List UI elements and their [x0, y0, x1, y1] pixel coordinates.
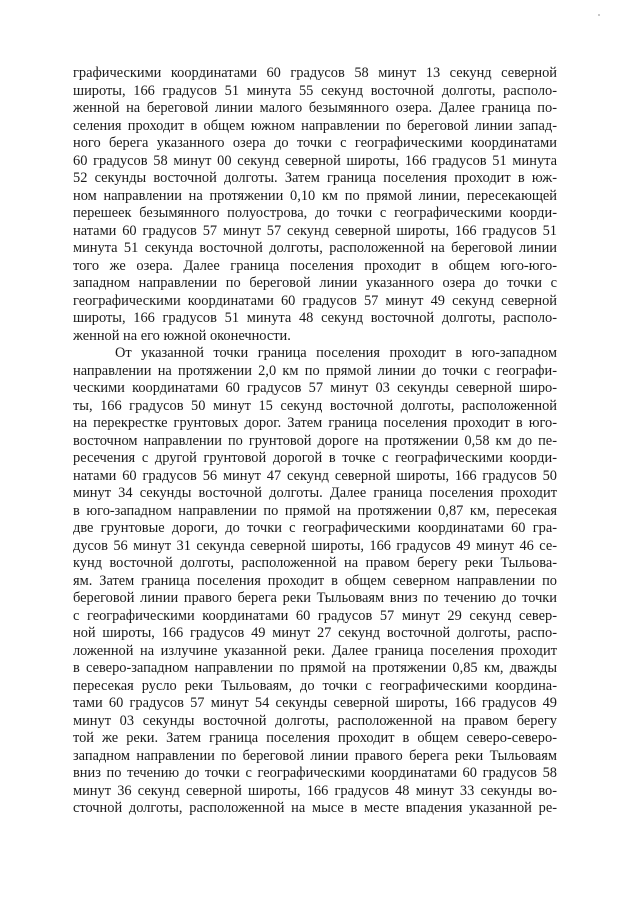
text-line: той же реки. Затем граница поселения проходит в общем северо-северо-: [73, 730, 557, 746]
text-line: ям. Затем граница поселения проходит в общем северном направлении по: [73, 572, 557, 589]
text-line: графическими координатами 60 градусов 58 минут 13 секунд северной: [73, 65, 557, 81]
text-line: перешеек безымянного полуострова, до точки с географическими коорди-: [73, 205, 557, 221]
text-line: ной широты, 166 градусов 49 минут 27 секунд восточной долготы, распо-: [73, 625, 557, 641]
text-line: дусов 56 минут 31 секунда северной широты, 166 градусов 49 минут 46 се-: [73, 537, 557, 554]
text-line: береговой линии правого берега реки Тыльоваям вниз по течению до точки: [73, 590, 557, 606]
text-line: направлении на протяжении 2,0 км по прямой линии до точки с географи-: [73, 362, 557, 379]
text-line: пересекая русло реки Тыльоваям, до точки с географическими координа-: [73, 677, 557, 694]
text-line: натами 60 градусов 57 минут 57 секунд северной широты, 166 градусов 51: [73, 222, 557, 239]
text-line: селения проходит в общем южном направлении по береговой линии запад-: [73, 117, 557, 134]
text-line: минут 36 секунд северной широты, 166 градусов 48 минут 33 секунды во-: [73, 782, 557, 799]
text-line: в северо-западном направлении по прямой на протяжении 0,85 км, дважды: [73, 660, 557, 676]
text-line: географическими координатами 60 градусов 57 минут 49 секунд северной: [73, 292, 557, 309]
text-line: широты, 166 градусов 51 минута 55 секунд восточной долготы, располо-: [73, 82, 557, 99]
paragraph-2: [73, 345, 557, 818]
text-line: ложенной на излучине указанной реки. Далее граница поселения проходит: [73, 642, 557, 659]
text-line: 52 секунды восточной долготы. Затем граница поселения проходит в юж-: [73, 170, 557, 186]
text-line: широты, 166 градусов 51 минута 48 секунд восточной долготы, располо-: [73, 310, 557, 326]
text-line: в юго-западном направлении по прямой на протяжении 0,87 км, пересекая: [73, 502, 557, 519]
text-line: ном направлении на протяжении 0,10 км по прямой линии, пересекающей: [73, 187, 557, 204]
text-line: женной на его южной оконечности.: [73, 327, 291, 344]
text-line: восточном направлении по грунтовой дороге на протяжении 0,58 км до пе-: [73, 432, 557, 449]
text-line: ческими координатами 60 градусов 57 минут 03 секунды северной широ-: [73, 380, 557, 396]
text-line: кунд восточной долготы, расположенной на правом берегу реки Тыльова-: [73, 555, 557, 571]
text-line: сточной долготы, расположенной на мысе в месте впадения указанной ре-: [73, 800, 557, 816]
text-line: тами 60 градусов 57 минут 54 секунды северной широты, 166 градусов 49: [73, 695, 557, 711]
text-line: 60 градусов 58 минут 00 секунд северной широты, 166 градусов 51 минута: [73, 152, 557, 169]
scan-speck: [598, 14, 600, 16]
text-line: От указанной точки граница поселения проходит в юго-западном: [115, 345, 557, 361]
text-line: на перекрестке грунтовых дорог. Затем граница поселения проходит в юго-: [73, 415, 557, 431]
text-line: западном направлении по береговой линии указанного озера до точки с: [73, 275, 557, 291]
text-line: две грунтовые дороги, до точки с географическими координатами 60 гра-: [73, 520, 557, 536]
text-line: с географическими координатами 60 градусов 57 минут 29 секунд север-: [73, 607, 557, 624]
text-line: западном направлении по береговой линии правого берега реки Тыльоваям: [73, 747, 557, 764]
text-line: минута 51 секунда восточной долготы, расположенной на береговой линии: [73, 240, 557, 256]
text-line: женной на береговой линии малого безымянного озера. Далее граница по-: [73, 100, 557, 116]
text-line: ного берега указанного озера до точки с географическими координатами: [73, 135, 557, 151]
paragraph-1: [73, 65, 557, 345]
document-page: [73, 65, 557, 818]
text-line: того же озера. Далее граница поселения проходит в общем юго-юго-: [73, 257, 557, 274]
text-line: минут 03 секунды восточной долготы, расположенной на правом берегу: [73, 712, 557, 729]
text-line: натами 60 градусов 56 минут 47 секунд северной широты, 166 градусов 50: [73, 467, 557, 484]
text-line: ресечения с другой грунтовой дорогой в точке с географическими коорди-: [73, 450, 557, 466]
text-line: вниз по течению до точки с географическими координатами 60 градусов 58: [73, 765, 557, 781]
text-line: минут 34 секунды восточной долготы. Далее граница поселения проходит: [73, 485, 557, 501]
text-line: ты, 166 градусов 50 минут 15 секунд восточной долготы, расположенной: [73, 397, 557, 414]
